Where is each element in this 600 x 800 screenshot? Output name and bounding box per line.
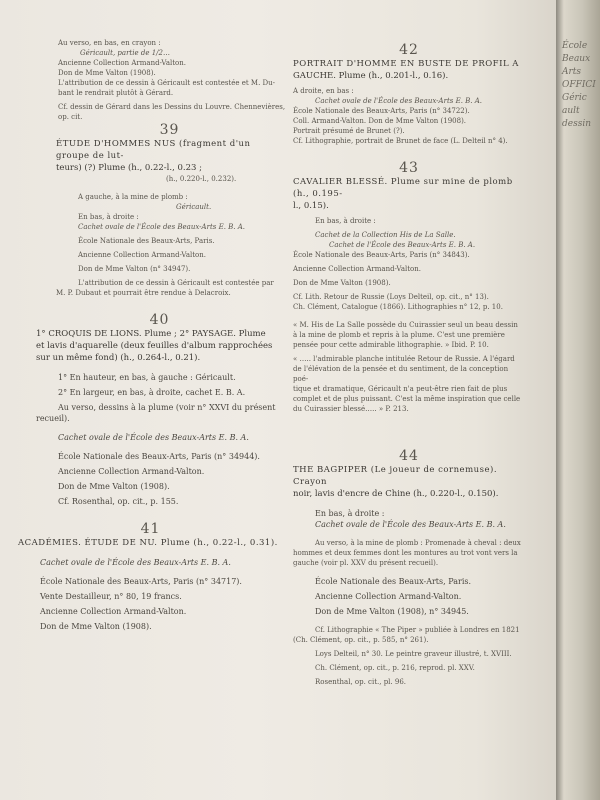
- edge-line: ault: [562, 106, 580, 116]
- entry-title: CAVALIER BLESSÉ. Plume sur mine de plomb (h., 0.195-: [293, 177, 513, 199]
- text-line: Cachet ovale de l'École des Beaux-Arts E. B. A.: [40, 558, 231, 567]
- entry-number: 41: [140, 521, 161, 537]
- entry-title: THE BAGPIPER (Le joueur de cornemuse). Crayon: [293, 465, 498, 487]
- quote-line: complet et de plus puissant. C'est la même inspiration que celle: [293, 395, 521, 403]
- text-line: Au verso, en bas, en crayon :: [58, 39, 161, 47]
- text-line: Ancienne Collection Armand-Valton.: [40, 607, 187, 616]
- text-line: En bas, à droite :: [315, 509, 385, 518]
- text-line: Vente Destailleur, n° 80, 19 francs.: [40, 592, 182, 601]
- text-line: École Nationale des Beaux-Arts, Paris (n° 34843).: [293, 251, 470, 259]
- entry-number: 42: [399, 42, 419, 58]
- text-line: Ch. Clément, op. cit., p. 216, reprod. pl. XXV.: [315, 664, 475, 672]
- entry-title: noir, lavis d'encre de Chine (h., 0.220-l., 0.150).: [293, 489, 499, 499]
- text-line: A droite, en bas :: [293, 87, 354, 95]
- text-line: Portrait présumé de Brunet (?).: [293, 127, 405, 135]
- catalogue-entry-44: [293, 414, 525, 687]
- text-line: École Nationale des Beaux-Arts, Paris (n° 34717).: [40, 577, 242, 586]
- text-line: A gauche, à la mine de plomb :: [78, 193, 188, 201]
- text-line: Cachet de la Collection His de La Salle.: [315, 231, 456, 239]
- text-line: Au verso, à la mine de plomb : Promenade à cheval : deux: [315, 539, 521, 547]
- entry-number: 44: [399, 448, 419, 464]
- entry-title: teurs) (?) Plume (h., 0.22-l., 0.23 ;: [56, 163, 202, 173]
- text-line: Cachet ovale de l'École des Beaux-Arts E. B. A.: [78, 223, 246, 231]
- text-line: hommes et deux femmes dont les montures au trot vont vers la: [293, 549, 518, 557]
- right-column: [293, 42, 525, 687]
- text-line: En bas, à droite :: [78, 213, 139, 221]
- entry-title: GAUCHE. Plume (h., 0.201-l., 0.16).: [293, 71, 449, 81]
- text-line: École Nationale des Beaux-Arts, Paris (n° 34722).: [293, 107, 470, 115]
- text-line: École Nationale des Beaux-Arts, Paris (n° 34944).: [58, 452, 260, 461]
- text-line: Loys Delteil, n° 30. Le peintre graveur illustré, t. XVIII.: [315, 650, 512, 658]
- quote-line: de l'élévation de la pensée et du sentiment, de la conception poé-: [293, 365, 509, 383]
- text-line: M. P. Dubaut et pourrait être rendue à Delacroix.: [56, 289, 231, 297]
- entry-title: l., 0.15).: [293, 201, 329, 211]
- text-line: gauche (voir pl. XXV du présent recueil).: [293, 559, 439, 567]
- text-line: 1° En hauteur, en bas, à gauche : Géricault.: [58, 373, 236, 382]
- text-line: Don de Mme Valton (1908).: [58, 482, 170, 491]
- text-line: Coll. Armand-Valton. Don de Mme Valton (1908).: [293, 117, 467, 125]
- text-line: 2° En largeur, en bas, à droite, cachet E. B. A.: [58, 388, 246, 397]
- text-line: bant le rendrait plutôt à Gérard.: [58, 89, 174, 97]
- text-line: Cachet ovale de l'École des Beaux-Arts E. B. A.: [58, 433, 249, 442]
- catalogue-entry-41: [18, 507, 283, 632]
- text-line: Ch. Clément, Catalogue (1866). Lithographies n° 12, p. 10.: [293, 303, 503, 311]
- text-line: L'attribution de ce dessin à Géricault est contestée et M. Du-: [58, 79, 276, 87]
- text-line: Don de Mme Valton (1908).: [58, 69, 156, 77]
- edge-line: dessin: [562, 119, 591, 129]
- edge-line: Géric: [562, 93, 587, 103]
- quote-line: à la mine de plomb et repris à la plume. C'est une première: [293, 331, 505, 339]
- edge-line: Arts: [562, 67, 582, 77]
- text-line: École Nationale des Beaux-Arts, Paris.: [315, 577, 472, 586]
- catalogue-entry-43: [293, 146, 525, 414]
- quote-line: tique et dramatique, Géricault n'a peut-être rien fait de plus: [293, 385, 508, 393]
- text-line: Au verso, dessins à la plume (voir n° XXVI du présent: [58, 403, 276, 412]
- text-line: Géricault.: [176, 203, 212, 211]
- edge-line: Beaux: [562, 54, 591, 64]
- text-line: Ancienne Collection Armand-Valton.: [78, 251, 207, 259]
- text-line: L'attribution de ce dessin à Géricault est contestée par: [78, 279, 274, 287]
- quote-line: du Cuirassier blessé….. » P. 213.: [293, 405, 409, 413]
- catalogue-entry-40: [18, 298, 283, 507]
- catalogue-entry-42: [293, 42, 525, 146]
- text-line: Cachet de l'École des Beaux-Arts E. B. A.: [329, 241, 476, 249]
- text-line: Cf. Lith. Retour de Russie (Loys Delteil, op. cit., n° 13).: [293, 293, 489, 301]
- text-line: Don de Mme Valton (n° 34947).: [78, 265, 191, 273]
- quote-line: « M. His de La Salle possède du Cuirassier seul un beau dessin: [293, 321, 518, 329]
- text-line: Rosenthal, op. cit., pl. 96.: [315, 678, 407, 686]
- left-column: [18, 38, 286, 632]
- edge-line: OFFICI: [562, 80, 596, 90]
- entry-number: 40: [149, 312, 170, 328]
- text-line: Cf. Rosenthal, op. cit., p. 155.: [58, 497, 179, 506]
- text-line: (Ch. Clément, op. cit., p. 585, n° 261).: [293, 636, 429, 644]
- text-line: Cf. Lithographie, portrait de Brunet de face (L. Delteil n° 4).: [293, 137, 508, 145]
- text-line: Ancienne Collection Armand-Valton.: [293, 265, 422, 273]
- entry-title: ACADÉMIES. ÉTUDE DE NU. Plume (h., 0.22-l., 0.31).: [18, 538, 278, 548]
- text-line: Ancienne Collection Armand-Valton.: [315, 592, 462, 601]
- previous-entry-tail: [18, 38, 286, 122]
- quote-line: pensée pour cette admirable lithographie. » Ibid. P. 10.: [293, 341, 489, 349]
- text-line: recueil).: [36, 414, 70, 423]
- entry-number: 39: [159, 122, 180, 138]
- edge-line: École: [562, 41, 588, 51]
- entry-title: 1° CROQUIS DE LIONS. Plume ; 2° PAYSAGE. Plume: [36, 329, 266, 339]
- text-line: Cachet ovale de l'École des Beaux-Arts E. B. A.: [315, 520, 506, 529]
- quote-line: « ….. l'admirable planche intitulée Retour de Russie. A l'égard: [293, 355, 515, 363]
- text-line: Ancienne Collection Armand-Valton.: [58, 59, 187, 67]
- text-line: Cf. dessin de Gérard dans les Dessins du Louvre. Chennevières,: [58, 103, 286, 111]
- text-line: Cachet ovale de l'École des Beaux-Arts E. B. A.: [315, 97, 483, 105]
- entry-title: ÉTUDE D'HOMMES NUS (fragment d'un groupe de lut-: [56, 139, 251, 161]
- entry-title: PORTRAIT D'HOMME EN BUSTE DE PROFIL A: [293, 59, 519, 69]
- catalogue-entry-39: [18, 122, 283, 298]
- adjacent-page-edge: [556, 0, 600, 800]
- text-line: Don de Mme Valton (1908).: [40, 622, 152, 631]
- entry-title: et lavis d'aquarelle (deux feuilles d'album rapprochées: [36, 341, 273, 351]
- text-line: Cf. Lithographie « The Piper » publiée à Londres en 1821: [315, 626, 520, 634]
- text-line: Don de Mme Valton (1908), n° 34945.: [315, 607, 469, 616]
- text-line: op. cit.: [58, 113, 83, 121]
- entry-number: 43: [399, 160, 419, 176]
- text-line: Géricault, partie de 1/2…: [80, 49, 170, 57]
- entry-title: sur un même fond) (h., 0.264-l., 0.21).: [36, 353, 201, 363]
- text-line: En bas, à droite :: [315, 217, 376, 225]
- edge-text: [562, 40, 596, 131]
- entry-title: (h., 0.220-l., 0.232).: [166, 175, 237, 183]
- text-line: Ancienne Collection Armand-Valton.: [58, 467, 205, 476]
- text-line: École Nationale des Beaux-Arts, Paris.: [78, 237, 215, 245]
- text-line: Don de Mme Valton (1908).: [293, 279, 391, 287]
